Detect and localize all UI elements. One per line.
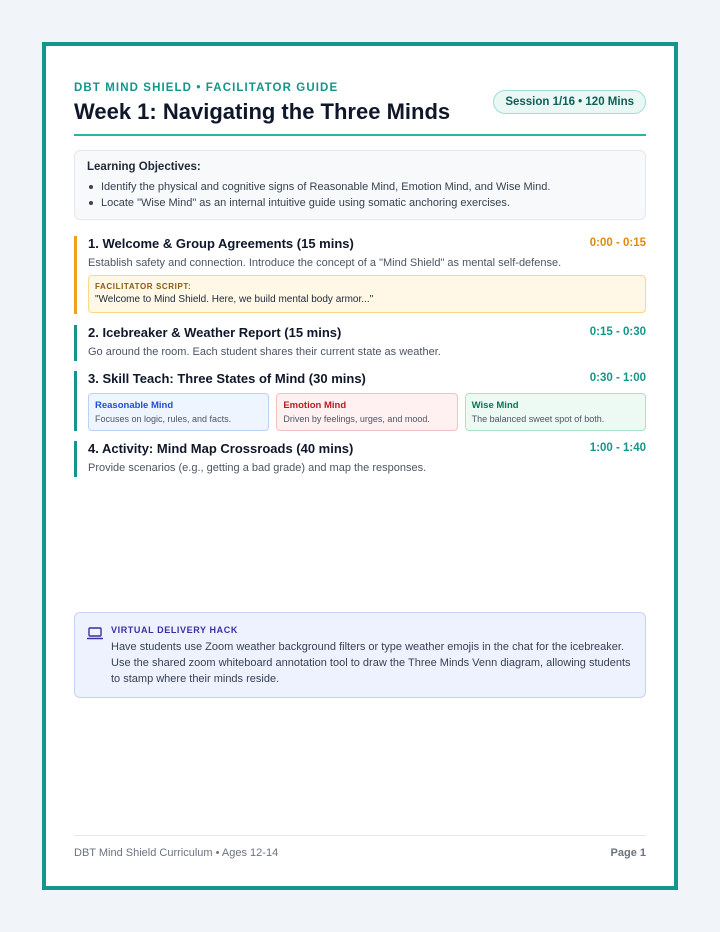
hack-title: VIRTUAL DELIVERY HACK (111, 625, 238, 635)
three-minds-cards (88, 393, 646, 431)
mind-description: Driven by feelings, urges, and mood. (283, 414, 430, 424)
objective-item: Locate "Wise Mind" as an internal intuitive guide using somatic anchoring exercises. (87, 195, 633, 211)
section-description: Provide scenarios (e.g., getting a bad grade) and map the responses. (88, 462, 427, 474)
page-title: Week 1: Navigating the Three Minds (74, 99, 451, 124)
wise-mind-card (465, 393, 646, 431)
mind-name: Wise Mind (471, 400, 519, 411)
mind-name: Reasonable Mind (95, 400, 174, 411)
section-title: 1. Welcome & Group Agreements (15 mins) (88, 236, 354, 251)
section-description: Establish safety and connection. Introduce the concept of a "Mind Shield" as mental self-defense. (88, 257, 562, 269)
document-page (42, 42, 678, 890)
laptop-icon (87, 627, 103, 646)
emotion-mind-card (276, 393, 457, 431)
header-divider (74, 134, 646, 136)
objectives-list (87, 179, 633, 211)
virtual-delivery-hack-box (74, 612, 646, 698)
agenda-section-welcome (74, 236, 646, 314)
section-title: 2. Icebreaker & Weather Report (15 mins) (88, 325, 342, 340)
mind-description: Focuses on logic, rules, and facts. (95, 414, 232, 424)
objective-item: Identify the physical and cognitive signs of Reasonable Mind, Emotion Mind, and Wise Mind. (87, 179, 633, 195)
objectives-title: Learning Objectives: (87, 161, 201, 173)
agenda-section-activity (74, 441, 646, 477)
agenda-section-skill-teach (74, 371, 646, 431)
section-time: 1:00 - 1:40 (589, 442, 646, 454)
guide-eyebrow: DBT MIND SHIELD • FACILITATOR GUIDE (74, 82, 339, 94)
page-number: Page 1 (610, 847, 646, 859)
learning-objectives-box (74, 150, 646, 220)
section-title: 4. Activity: Mind Map Crossroads (40 mins) (88, 441, 354, 456)
mind-name: Emotion Mind (283, 400, 347, 411)
session-badge: Session 1/16 • 120 Mins (493, 90, 646, 114)
page-content (74, 82, 646, 859)
section-time: 0:15 - 0:30 (589, 326, 646, 338)
script-text: "Welcome to Mind Shield. Here, we build mental body armor..." (95, 294, 374, 305)
agenda-section-icebreaker (74, 325, 646, 361)
script-label: FACILITATOR SCRIPT: (95, 282, 192, 291)
section-title: 3. Skill Teach: Three States of Mind (30 mins) (88, 371, 366, 386)
mind-description: The balanced sweet spot of both. (471, 414, 605, 424)
facilitator-script-box (88, 275, 646, 313)
hack-text: Have students use Zoom weather background filters or type weather emojis in the chat for the icebreaker. Use the shared zoom whiteboard annotation tool to draw the Three Minds Venn diagram, allowing students to stamp where their minds reside. (111, 641, 631, 685)
section-description: Go around the room. Each student shares their current state as weather. (88, 346, 441, 358)
footer-curriculum: DBT Mind Shield Curriculum • Ages 12-14 (74, 847, 279, 859)
section-time: 0:30 - 1:00 (589, 372, 646, 384)
footer-divider (74, 835, 646, 836)
section-time: 0:00 - 0:15 (589, 237, 646, 249)
reasonable-mind-card (88, 393, 269, 431)
